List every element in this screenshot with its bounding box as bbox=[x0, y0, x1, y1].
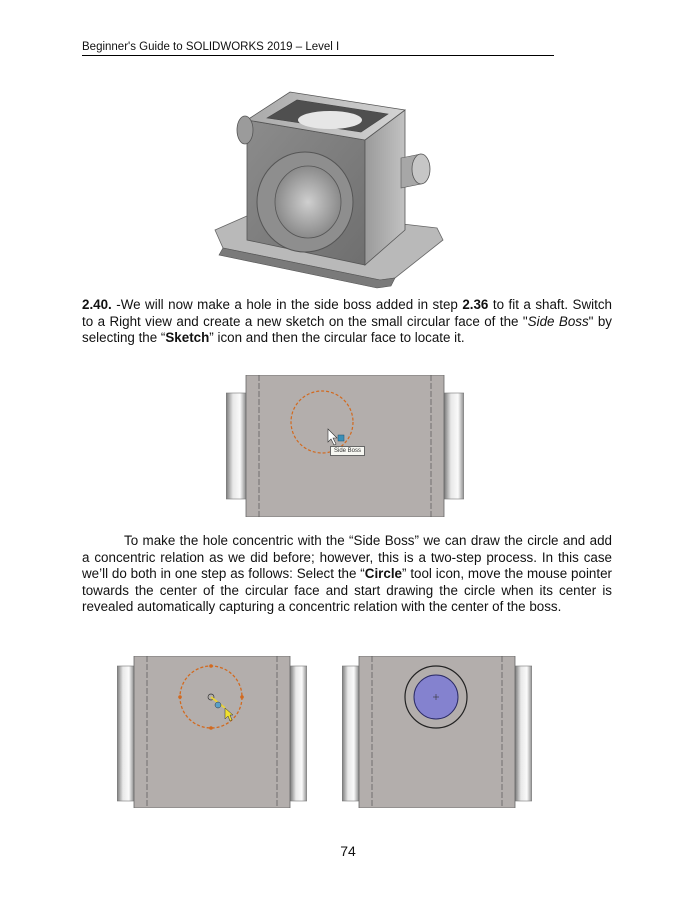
step-number: 2.40. bbox=[82, 297, 112, 312]
circle-term: Circle bbox=[364, 566, 402, 582]
page-number: 74 bbox=[340, 843, 356, 859]
sketch-term: Sketch bbox=[165, 330, 210, 346]
para2-text-a: To make the hole concentric with the “Side Boss” we can draw the circle and add a concentric relation as we did before; however, this is a two-step process. In this case we’ll do both in one step as follows: Select the “ bbox=[82, 533, 612, 582]
face-select-icon bbox=[338, 435, 344, 441]
step-text-d: ” icon and then the circular face to locate it. bbox=[209, 330, 465, 346]
header-title: Beginner's Guide to SOLIDWORKS 2019 – Level I bbox=[82, 41, 340, 53]
step-paragraph bbox=[82, 297, 612, 347]
step-text-a: -We will now make a hole in the side boss added in step bbox=[111, 297, 463, 312]
concentric-paragraph bbox=[82, 533, 612, 616]
figure-3d-part bbox=[205, 80, 450, 290]
ref-step: 2.36 bbox=[462, 297, 489, 312]
step-text-c: " by selecting the “ bbox=[82, 313, 613, 346]
figure-draw-circle bbox=[117, 656, 307, 808]
concentric-relation-icon bbox=[215, 702, 221, 708]
side-boss-term: Side Boss bbox=[527, 313, 589, 329]
running-header bbox=[82, 41, 554, 56]
para2-text-b: ” tool icon, move the mouse pointer towards the center of the circular face and start drawing the circle when its center is revealed automatically capturing a concentric relation with the center of the boss. bbox=[82, 566, 612, 615]
figure-concentric-circle bbox=[342, 656, 532, 808]
figure-right-view-select bbox=[226, 375, 464, 517]
side-boss-tooltip: Side Boss bbox=[330, 446, 365, 456]
step-text-b: to fit a shaft. Switch to a Right view and create a new sketch on the small circular face of the " bbox=[82, 297, 612, 329]
